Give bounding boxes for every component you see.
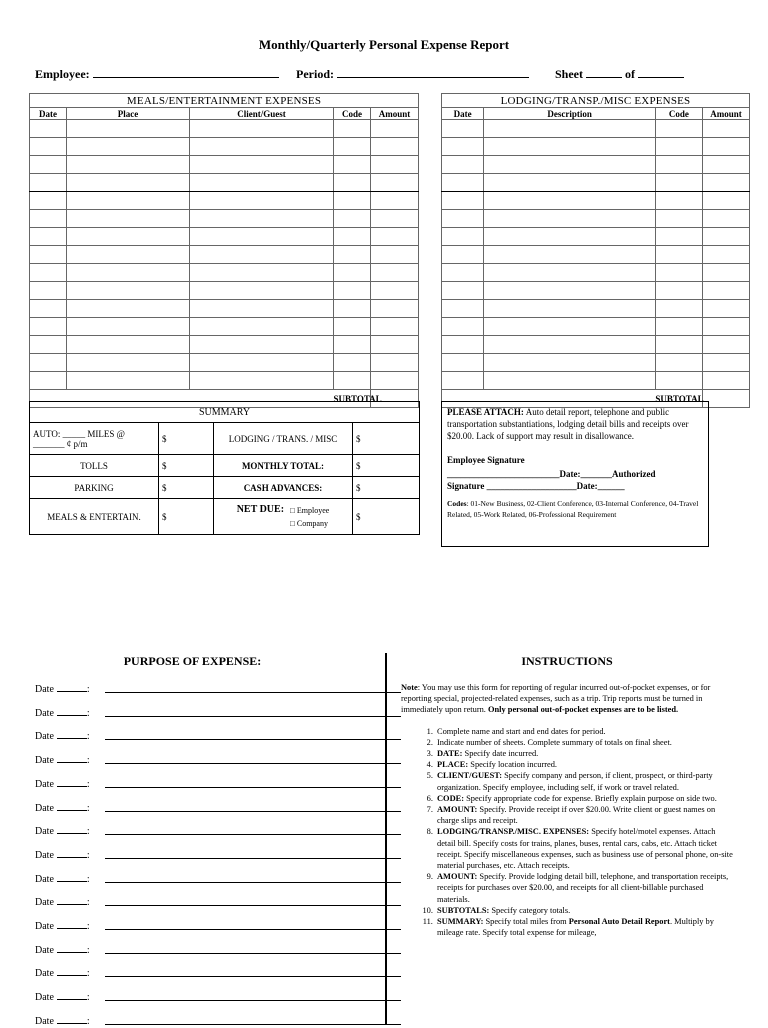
lodging-cell[interactable] [442,246,484,264]
instruction-item: 8. LODGING/TRANSP./MISC. EXPENSES: Specify hotel/motel expenses. Attach detail bill. Specify costs for trains, planes, buses, rental cars, cabs, etc. Attach ticket receipt. Specify miscellaneous expenses, such as business use of personal phone, on-site material purchases, etc. Attach receipts. [435,826,733,871]
meals-cell[interactable] [190,264,334,282]
meals-cell[interactable] [371,300,419,318]
purpose-date-line[interactable] [57,1014,87,1024]
lodging-cell[interactable] [655,120,702,138]
lodging-cell[interactable] [702,300,749,318]
period-label: Period: [296,67,337,81]
meals-cell[interactable] [334,318,371,336]
sheet-field[interactable] [555,66,684,82]
purpose-row: Date : [35,872,90,886]
lodging-cell[interactable] [442,138,484,156]
meals-cell[interactable] [30,156,67,174]
meals-table [29,93,419,408]
meals-cell[interactable] [371,228,419,246]
purpose-text-line[interactable] [105,976,401,977]
meals-cell[interactable] [190,138,334,156]
meals-cell[interactable] [67,246,190,264]
tolls-label: TOLLS [30,455,159,477]
lodging-row [442,228,750,246]
lodging-subtotal-cell[interactable] [702,390,749,408]
lodging-cell[interactable] [484,336,656,354]
net-due-amount-cell[interactable]: $ [353,499,420,535]
parking-amount-cell[interactable]: $ [159,477,214,499]
purpose-text-line[interactable] [105,692,401,693]
lodging-cell[interactable] [484,264,656,282]
lodging-row [442,318,750,336]
meals-cell[interactable] [67,156,190,174]
purpose-row: Date : [35,729,90,743]
instruction-item: 7. AMOUNT: Specify. Provide receipt if over $20.00. Write client or guest names on charge slips and receipt. [435,804,733,826]
meals-row [30,264,419,282]
auto-miles-label: AUTO: _____ MILES @ _______ ¢ p/m [30,423,159,455]
meals-cell[interactable] [67,318,190,336]
meals-cell[interactable] [371,372,419,390]
signature-line-1[interactable]: _________________________Date:_______Authorized [447,469,656,479]
meals-cell[interactable] [30,120,67,138]
meals-cell[interactable] [67,354,190,372]
lodging-cell[interactable] [484,282,656,300]
lodging-cell[interactable] [655,174,702,192]
purpose-date-line[interactable] [57,966,87,976]
purpose-date-label: Date [35,992,54,1004]
purpose-text-line[interactable] [105,763,401,764]
meals-row [30,282,419,300]
lodging-cell[interactable] [484,372,656,390]
lodging-cell[interactable] [484,318,656,336]
lodging-cell[interactable] [655,228,702,246]
purpose-date-line[interactable] [57,682,87,692]
lodging-cell[interactable] [655,156,702,174]
lodging-amount-cell[interactable]: $ [353,423,420,455]
employee-checkbox[interactable]: □ Employee [290,505,330,515]
purpose-text-line[interactable] [105,787,401,788]
lodging-cell[interactable] [442,264,484,282]
lodging-cell[interactable] [655,210,702,228]
instruction-item: 6. CODE: Specify appropriate code for expense. Briefly explain purpose on side two. [435,793,733,804]
purpose-row: Date : [35,943,90,957]
lodging-cell[interactable] [702,210,749,228]
meals-cell[interactable] [190,354,334,372]
purpose-date-label: Date [35,684,54,695]
purpose-date-line[interactable] [57,943,87,953]
purpose-date-label: Date [35,802,54,814]
meals-cell[interactable] [190,228,334,246]
lodging-summary-label: LODGING / TRANS. / MISC [214,423,353,455]
lodging-cell[interactable] [484,210,656,228]
meals-row [30,228,419,246]
meals-cell[interactable] [67,192,190,210]
net-due-cell [214,499,353,535]
instructions-note: Note: You may use this form for reporting of regular incurred out-of-pocket expenses, or for reporting special, projected-related expenses, such as a trip. Trip reports must be turned in immediately upon return. Only personal out-of-pocket expenses are to be listed. [401,683,711,715]
summary-caption: SUMMARY [30,402,420,423]
meals-cell[interactable] [334,372,371,390]
meals-cell[interactable] [371,318,419,336]
meals-cell[interactable] [67,372,190,390]
purpose-date-label: Date [35,968,54,980]
instruction-item: 5. CLIENT/GUEST: Specify company and person, if client, prospect, or third-party organization. Specify employee, including self, if work or travel related. [435,770,733,792]
lodging-row [442,138,750,156]
instructions-heading: INSTRUCTIONS [521,654,613,668]
instruction-item: 1. Complete name and start and end dates for period. [435,726,733,737]
meals-col-code: Code [334,108,371,120]
purpose-text-line[interactable] [105,905,401,906]
purpose-date-line[interactable] [57,919,87,929]
instructions-body [401,682,733,938]
purpose-row: Date : [35,801,90,815]
lodging-row [442,174,750,192]
monthly-total-cell[interactable]: $ [353,455,420,477]
lodging-cell[interactable] [442,282,484,300]
auto-amount-cell[interactable]: $ [159,423,214,455]
lodging-row [442,354,750,372]
lodging-cell[interactable] [702,228,749,246]
meals-row [30,318,419,336]
purpose-row: Date : [35,824,90,838]
purpose-date-line[interactable] [57,872,87,882]
purpose-row: Date : [35,990,90,1004]
meals-cell[interactable] [30,336,67,354]
purpose-date-line[interactable] [57,895,87,905]
meals-cell[interactable] [190,192,334,210]
lodging-cell[interactable] [484,174,656,192]
meals-cell[interactable] [190,156,334,174]
lodging-cell[interactable] [702,192,749,210]
parking-label: PARKING [30,477,159,499]
purpose-date-label: Date [35,873,54,885]
meals-cell[interactable] [67,210,190,228]
purpose-date-line[interactable] [57,990,87,1000]
meals-cell[interactable] [190,318,334,336]
lodging-cell[interactable] [484,228,656,246]
purpose-row: Date : [35,753,90,767]
purpose-text-line[interactable] [105,834,401,835]
meals-cell[interactable] [30,246,67,264]
meals-cell[interactable] [30,174,67,192]
lodging-col-date: Date [442,108,484,120]
signature-line-2[interactable]: Signature ____________________Date:______ [447,481,625,491]
meals-row [30,354,419,372]
lodging-cell[interactable] [655,300,702,318]
meals-row [30,156,419,174]
meals-cell[interactable] [334,228,371,246]
meals-cell[interactable] [371,210,419,228]
purpose-date-line[interactable] [57,706,87,716]
purpose-date-label: Date [35,731,54,743]
lodging-cell[interactable] [702,354,749,372]
lodging-row [442,120,750,138]
lodging-cell[interactable] [702,372,749,390]
meals-cell[interactable] [371,156,419,174]
lodging-cell[interactable] [442,336,484,354]
company-checkbox[interactable]: □ Company [290,518,328,528]
meals-cell[interactable] [67,138,190,156]
purpose-date-label: Date [35,944,54,956]
cash-advances-label: CASH ADVANCES: [214,477,353,499]
lodging-table-caption: LODGING/TRANSP./MISC EXPENSES [442,94,750,108]
meals-cell[interactable] [67,336,190,354]
meals-cell[interactable] [371,354,419,372]
meals-cell[interactable] [30,228,67,246]
lodging-cell[interactable] [484,246,656,264]
purpose-row: Date : [35,966,90,980]
lodging-table [441,93,750,408]
lodging-cell[interactable] [442,354,484,372]
lodging-cell[interactable] [484,120,656,138]
meals-cell[interactable] [371,246,419,264]
period-field[interactable] [296,66,529,82]
meals-cell[interactable] [30,354,67,372]
meals-summary-label: MEALS & ENTERTAIN. [30,499,159,535]
page-title: Monthly/Quarterly Personal Expense Report [258,37,510,52]
meals-row [30,174,419,192]
lodging-cell[interactable] [484,354,656,372]
lodging-row [442,282,750,300]
lodging-row [442,372,750,390]
lodging-cell[interactable] [655,192,702,210]
purpose-text-line[interactable] [105,929,401,930]
lodging-subtotal-label: SUBTOTAL [655,390,702,408]
sheet-label: Sheet [555,67,583,81]
meals-cell[interactable] [190,120,334,138]
lodging-cell[interactable] [702,174,749,192]
purpose-date-line[interactable] [57,753,87,763]
meals-row [30,246,419,264]
meals-cell[interactable] [30,210,67,228]
sheet-total-line[interactable] [638,66,684,78]
meals-cell[interactable] [334,264,371,282]
purpose-date-label: Date [35,849,54,861]
meals-row [30,120,419,138]
purpose-date-label: Date [35,826,54,838]
lodging-cell[interactable] [484,300,656,318]
meals-cell[interactable] [371,174,419,192]
meals-cell[interactable] [371,192,419,210]
meals-cell[interactable] [334,210,371,228]
meals-row [30,300,419,318]
meals-cell[interactable] [334,156,371,174]
meals-cell[interactable] [190,210,334,228]
lodging-cell[interactable] [484,192,656,210]
purpose-text-line[interactable] [105,858,401,859]
purpose-text-line[interactable] [105,739,401,740]
lodging-cell[interactable] [655,318,702,336]
meals-cell[interactable] [30,282,67,300]
employee-signature-heading: Employee Signature [447,455,525,465]
lodging-cell[interactable] [702,156,749,174]
cash-advances-cell[interactable]: $ [353,477,420,499]
purpose-date-line[interactable] [57,801,87,811]
meals-col-date: Date [30,108,67,120]
lodging-cell[interactable] [655,354,702,372]
meals-cell[interactable] [190,336,334,354]
lodging-cell[interactable] [442,318,484,336]
meals-cell[interactable] [371,282,419,300]
meals-cell[interactable] [67,174,190,192]
purpose-row: Date : [35,706,90,720]
purpose-date-label: Date [35,707,54,719]
purpose-row: Date : [35,895,90,909]
lodging-cell[interactable] [442,156,484,174]
lodging-cell[interactable] [655,372,702,390]
lodging-cell[interactable] [702,246,749,264]
instruction-item: 10. SUBTOTALS: Specify category totals. [435,905,733,916]
tolls-amount-cell[interactable]: $ [159,455,214,477]
employee-label: Employee: [35,67,93,81]
lodging-cell[interactable] [484,138,656,156]
lodging-cell[interactable] [442,300,484,318]
meals-row [30,372,419,390]
purpose-date-label: Date [35,1015,54,1027]
meals-cell[interactable] [371,138,419,156]
lodging-cell[interactable] [655,336,702,354]
lodging-row [442,156,750,174]
lodging-cell[interactable] [442,228,484,246]
purpose-row: Date : [35,848,90,862]
monthly-total-label: MONTHLY TOTAL: [214,455,353,477]
lodging-row [442,210,750,228]
meals-cell[interactable] [67,228,190,246]
meals-col-client: Client/Guest [190,108,334,120]
meals-cell[interactable] [334,138,371,156]
attach-text: PLEASE ATTACH: Auto detail report, telephone and public transportation substantiations, lodging detail bills and receipts over $20.00. Lack of support may result in disallowance. [447,407,689,441]
meals-cell[interactable] [334,282,371,300]
lodging-row [442,264,750,282]
meals-row [30,336,419,354]
meals-cell[interactable] [371,120,419,138]
meals-cell[interactable] [30,138,67,156]
meals-cell[interactable] [334,246,371,264]
meals-table-caption: MEALS/ENTERTAINMENT EXPENSES [30,94,419,108]
net-due-label: NET DUE: [236,503,285,515]
meals-cell[interactable] [30,318,67,336]
meals-cell[interactable] [190,300,334,318]
meals-col-place: Place [67,108,190,120]
meals-cell[interactable] [67,300,190,318]
instructions-list [401,726,733,939]
instruction-item: 2. Indicate number of sheets. Complete summary of totals on final sheet. [435,737,733,748]
meals-cell[interactable] [30,264,67,282]
lodging-cell[interactable] [442,192,484,210]
meals-cell[interactable] [334,192,371,210]
purpose-date-line[interactable] [57,729,87,739]
lodging-cell[interactable] [655,246,702,264]
summary-table [29,401,420,535]
lodging-row [442,336,750,354]
lodging-col-amount: Amount [702,108,749,120]
lodging-row [442,300,750,318]
purpose-row: Date : [35,682,90,696]
meals-cell[interactable] [67,282,190,300]
purpose-date-line[interactable] [57,848,87,858]
meals-cell[interactable] [334,354,371,372]
purpose-text-line[interactable] [105,811,401,812]
lodging-cell[interactable] [702,264,749,282]
lodging-cell[interactable] [702,318,749,336]
instruction-item: 9. AMOUNT: Specify. Provide lodging detail bill, telephone, and transportation receipts, receipts for purchases over $20.00, and receipts for all client-billable purchased materials. [435,871,733,905]
meals-cell[interactable] [67,264,190,282]
lodging-cell[interactable] [442,120,484,138]
attach-box [441,401,709,547]
period-line[interactable] [337,66,529,78]
lodging-cell[interactable] [702,282,749,300]
employee-line[interactable] [93,66,279,78]
meals-row [30,210,419,228]
meals-cell[interactable] [67,120,190,138]
meals-cell[interactable] [190,372,334,390]
purpose-date-label: Date [35,897,54,909]
of-label: of [625,67,635,81]
purpose-date-line[interactable] [57,824,87,834]
purpose-date-label: Date [35,778,54,790]
lodging-cell[interactable] [484,156,656,174]
instruction-item: 4. PLACE: Specify location incurred. [435,759,733,770]
lodging-cell[interactable] [702,336,749,354]
purpose-date-line[interactable] [57,777,87,787]
sheet-number-line[interactable] [586,66,622,78]
lodging-cell[interactable] [442,210,484,228]
purpose-text-line[interactable] [105,716,401,717]
codes-legend: Codes: 01-New Business, 02-Client Conference, 03-Internal Conference, 04-Travel Related, 05-Work Related, 06-Professional Requirement [447,499,699,519]
lodging-cell[interactable] [655,138,702,156]
lodging-cell[interactable] [442,372,484,390]
meals-cell[interactable] [190,174,334,192]
lodging-cell[interactable] [442,174,484,192]
meals-cell[interactable] [371,336,419,354]
purpose-row: Date : [35,777,90,791]
meals-cell[interactable] [190,282,334,300]
purpose-row: Date : [35,919,90,933]
employee-field[interactable] [35,66,279,82]
instruction-item: 3. DATE: Specify date incurred. [435,748,733,759]
column-divider [385,653,387,1024]
purpose-text-line[interactable] [105,1000,401,1001]
lodging-cell[interactable] [702,120,749,138]
meals-cell[interactable] [334,120,371,138]
meals-cell[interactable] [30,372,67,390]
meals-row [30,138,419,156]
meals-subtotal-label: SUBTOTAL [334,390,371,408]
purpose-date-label: Date [35,755,54,767]
lodging-row [442,192,750,210]
meals-cell[interactable] [30,192,67,210]
lodging-row [442,246,750,264]
meals-amount-cell[interactable]: $ [159,499,214,535]
lodging-col-code: Code [655,108,702,120]
meals-col-amount: Amount [371,108,419,120]
meals-cell[interactable] [334,174,371,192]
purpose-text-line[interactable] [105,882,401,883]
meals-cell[interactable] [30,300,67,318]
meals-cell[interactable] [334,300,371,318]
instruction-item: 11. SUMMARY: Specify total miles from Personal Auto Detail Report. Multiply by mileage rate. Specify total expense for mileage, [435,916,733,938]
lodging-cell[interactable] [655,264,702,282]
purpose-date-label: Date [35,921,54,932]
lodging-cell[interactable] [655,282,702,300]
meals-row [30,192,419,210]
meals-cell[interactable] [371,264,419,282]
purpose-text-line[interactable] [105,953,401,954]
lodging-col-description: Description [484,108,656,120]
lodging-cell[interactable] [702,138,749,156]
meals-cell[interactable] [190,246,334,264]
meals-cell[interactable] [334,336,371,354]
purpose-row: Date : [35,1014,90,1028]
purpose-heading: PURPOSE OF EXPENSE: [123,654,262,668]
